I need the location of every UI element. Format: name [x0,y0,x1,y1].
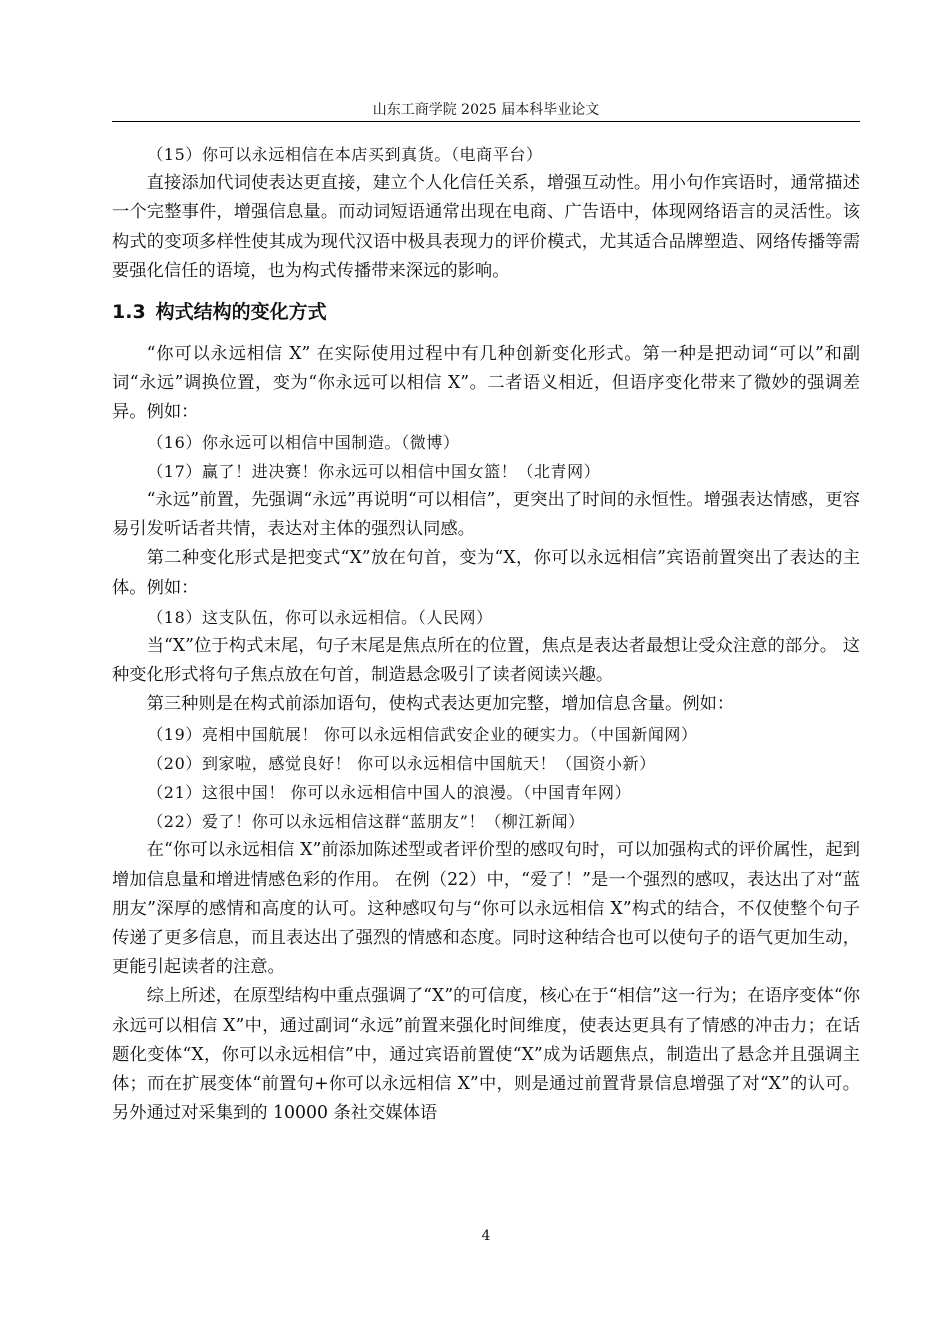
example-15: （15）你可以永远相信在本店买到真货。（电商平台） [147,145,543,164]
paragraph-adverb-fronting: “永远”前置，先强调“永远”再说明“可以相信”，更突出了时间的永恒性。增强表达情感，更容易引发听话者共情，表达对主体的强烈认同感。 [112,490,860,540]
example-19: （19）亮相中国航展！ 你可以永远相信武安企业的硬实力。（中国新闻网） [147,724,698,744]
section-number: 1.3 [112,301,146,324]
paragraph-first-variation: “你可以永远相信 X” 在实际使用过程中有几种创新变化形式。第一种是把动词“可以”和副词“永远”调换位置，变为“你永远可以相信 X”。二者语义相近，但语序变化带来了微妙的强调差异。例如： [112,344,860,423]
paragraph-summary: 综上所述，在原型结构中重点强调了“X”的可信度，核心在于“相信”这一行为；在语序变体“你永远可以相信 X”中，通过副词“永远”前置来强化时间维度，使表达更具有了情感的冲击力；在话题化变体“X，你可以永远相信”中，通过宾语前置使“X”成为话题焦点，制造出了悬念并且强调主体；而在扩展变体“前置句+你可以永远相信 X”中，则是通过前置背景信息增强了对“X”的认可。另外通过对采集到的 10000 条社交媒体语 [112,986,860,1124]
header-rule [112,121,860,122]
paragraph-focus: 当“X”位于构式末尾，句子末尾是焦点所在的位置，焦点是表达者最想让受众注意的部分。 这种变化形式将句子焦点放在句首，制造悬念吸引了读者阅读兴趣。 [112,636,860,686]
running-header: 山东工商学院 2025 届本科毕业论文 [372,102,600,118]
paragraph-variable-types: 直接添加代词使表达更直接，建立个人化信任关系，增强互动性。用小句作宾语时，通常描述一个完整事件，增强信息量。而动词短语通常出现在电商、广告语中，体现网络语言的灵活性。该构式的变项多样性使其成为现代汉语中极具表现力的评价模式，尤其适合品牌塑造、网络传播等需要强化信任的语境，也为构式传播带来深远的影响。 [112,173,860,281]
example-18: （18）这支队伍，你可以永远相信。（人民网） [147,607,493,627]
page-body [112,140,860,1129]
example-21: （21）这很中国！ 你可以永远相信中国人的浪漫。（中国青年网） [147,783,632,803]
paragraph-second-variation: 第二种变化形式是把变式“X”放在句首，变为“X，你可以永远相信”宾语前置突出了表达的主体。例如： [112,548,860,598]
paragraph-third-variation: 第三种则是在构式前添加语句，使构式表达更加完整，增加信息含量。例如： [146,694,735,715]
section-heading [112,292,860,332]
section-title: 构式结构的变化方式 [155,301,327,324]
example-16: （16）你永远可以相信中国制造。（微博） [147,432,460,452]
example-22: （22）爱了！你可以永远相信这群“蓝朋友”！（柳江新闻） [147,812,585,832]
example-17: （17）赢了！进决赛！你永远可以相信中国女篮！（北青网） [147,461,601,481]
example-20: （20）到家啦，感觉良好！ 你可以永远相信中国航天！（国资小新） [147,753,656,773]
paragraph-exclamation-analysis: 在“你可以永远相信 X”前添加陈述型或者评价型的感叹句时，可以加强构式的评价属性，起到增加信息量和增进情感色彩的作用。 在例（22）中，“爱了！”是一个强烈的感叹，表达出了对“蓝朋友”深厚的感情和高度的认可。这种感叹句与“你可以永远相信 X”构式的结合，不仅使整个句子传递了更多信息，而且表达出了强烈的情感和态度。同时这种结合也可以使句子的语气更加生动，更能引起读者的注意。 [112,840,860,978]
page-number: 4 [481,1228,491,1244]
